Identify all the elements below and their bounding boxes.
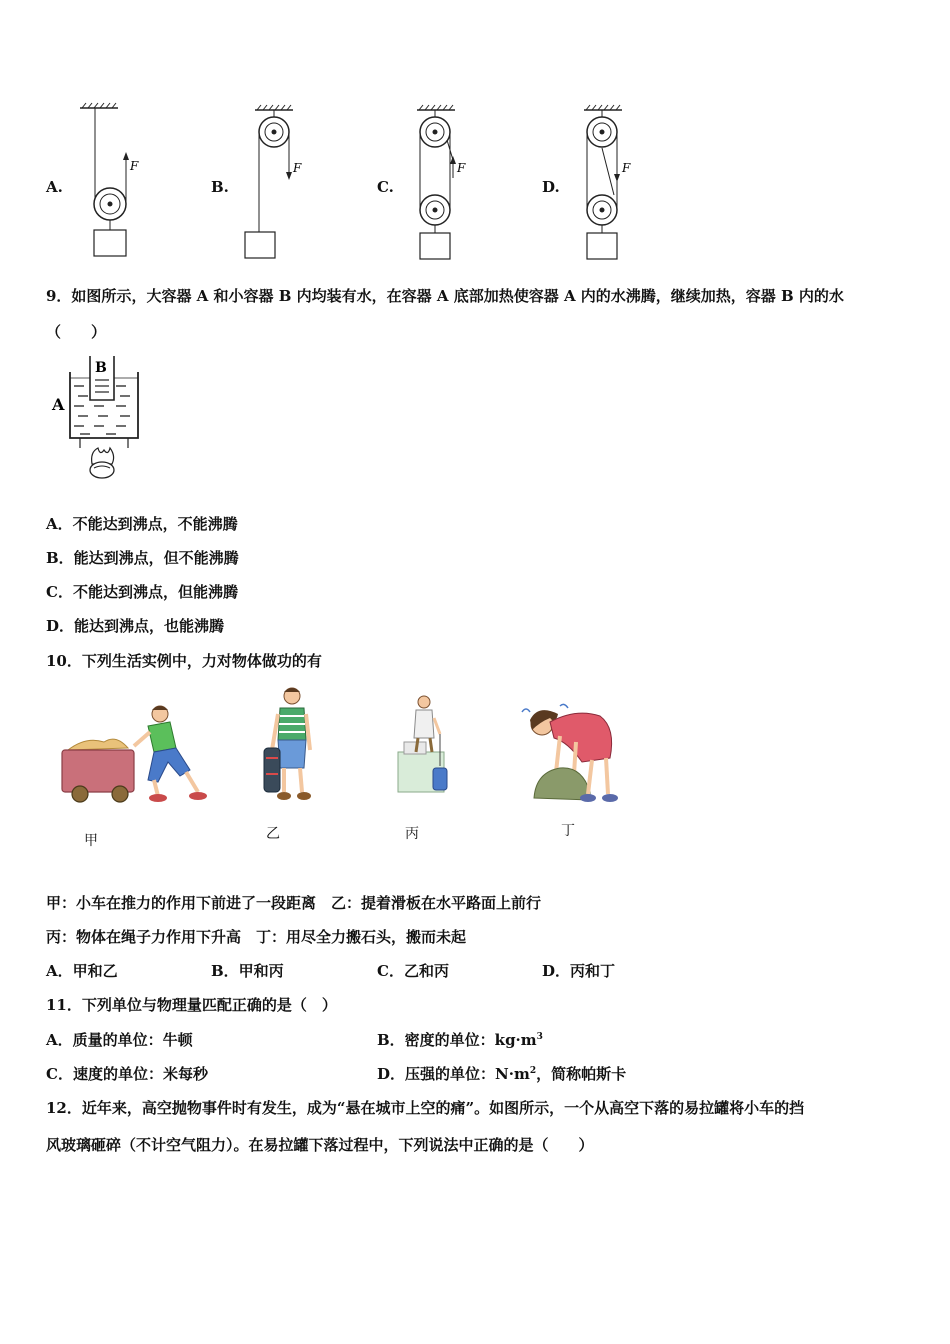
- q11-option-b-text: B．密度的单位：kg·m: [377, 1031, 537, 1049]
- figure-yi-carrying-board: [258, 684, 328, 808]
- q10-stem: 10．下列生活实例中，力对物体做功的有: [46, 652, 322, 670]
- container-b-label: B: [95, 360, 107, 376]
- q10-desc-line1: 甲：小车在推力的作用下前进了一段距离 乙：提着滑板在水平路面上前行: [46, 894, 542, 912]
- q8-option-d-label: D.: [542, 178, 560, 196]
- q10-option-d: D．丙和丁: [542, 962, 616, 980]
- container-a-label: A: [52, 395, 65, 414]
- q11-option-b-exponent: 3: [536, 1032, 543, 1042]
- caption-jia: 甲: [84, 833, 98, 849]
- q9-option-a: A．不能达到沸点，不能沸腾: [46, 515, 238, 533]
- figure-jia-pushing-cart: [58, 700, 218, 810]
- caption-yi: 乙: [266, 826, 280, 842]
- q12-stem-line1: 12．近年来，高空抛物事件时有发生，成为“悬在城市上空的痛”。如图所示，一个从高空下落的易拉罐将小车的挡: [46, 1099, 805, 1117]
- q9-option-b: B．能达到沸点，但不能沸腾: [46, 549, 239, 567]
- caption-bing: 丙: [405, 826, 419, 842]
- q8-option-a-label: A.: [46, 178, 63, 196]
- force-label-c: F: [457, 161, 466, 175]
- q11-option-b: [377, 1030, 543, 1050]
- q9-option-d: D．能达到沸点，也能沸腾: [46, 617, 225, 635]
- figure-bing-lifting-rope: [394, 694, 454, 798]
- q9-stem-line2: （ ）: [46, 323, 107, 341]
- q11-option-a: A．质量的单位：牛顿: [46, 1031, 193, 1049]
- q12-stem-line2: 风玻璃砸碎（不计空气阻力）。在易拉罐下落过程中，下列说法中正确的是（ ）: [46, 1136, 594, 1154]
- pulley-diagram-d: [572, 100, 662, 265]
- q9-stem-line1: 9．如图所示，大容器 A 和小容器 B 内均装有水，在容器 A 底部加热使容器 A 内的水沸腾，继续加热，容器 B 内的水: [46, 287, 844, 305]
- q11-stem: 11．下列单位与物理量匹配正确的是（ ）: [46, 996, 337, 1014]
- q10-option-c: C．乙和丙: [377, 962, 449, 980]
- q8-option-b-label: B.: [211, 178, 229, 196]
- q10-option-a: A．甲和乙: [46, 962, 118, 980]
- caption-ding: 丁: [561, 823, 575, 839]
- q11-option-d-text: D．压强的单位：N·m: [377, 1065, 530, 1083]
- q9-option-c: C．不能达到沸点，但能沸腾: [46, 583, 238, 601]
- q11-option-c: C．速度的单位：米每秒: [46, 1065, 208, 1083]
- q8-option-c-label: C.: [377, 178, 394, 196]
- force-label-d: F: [622, 161, 631, 175]
- pulley-diagram-c: [405, 100, 495, 265]
- boiling-container-diagram: [50, 352, 150, 484]
- force-label-a: F: [130, 159, 139, 173]
- q11-option-d-exponent: 2: [529, 1066, 537, 1076]
- figure-ding-lifting-stone: [520, 702, 630, 806]
- pulley-diagram-b: [235, 100, 325, 265]
- q11-option-d-tail: ，简称帕斯卡: [536, 1065, 627, 1083]
- q10-desc-line2: 丙：物体在绳子力作用下升高 丁：用尽全力搬石头，搬而未起: [46, 928, 467, 946]
- force-label-b: F: [293, 161, 302, 175]
- pulley-diagram-a: [70, 100, 160, 265]
- q11-option-d: [377, 1064, 626, 1084]
- q10-option-b: B．甲和丙: [211, 962, 284, 980]
